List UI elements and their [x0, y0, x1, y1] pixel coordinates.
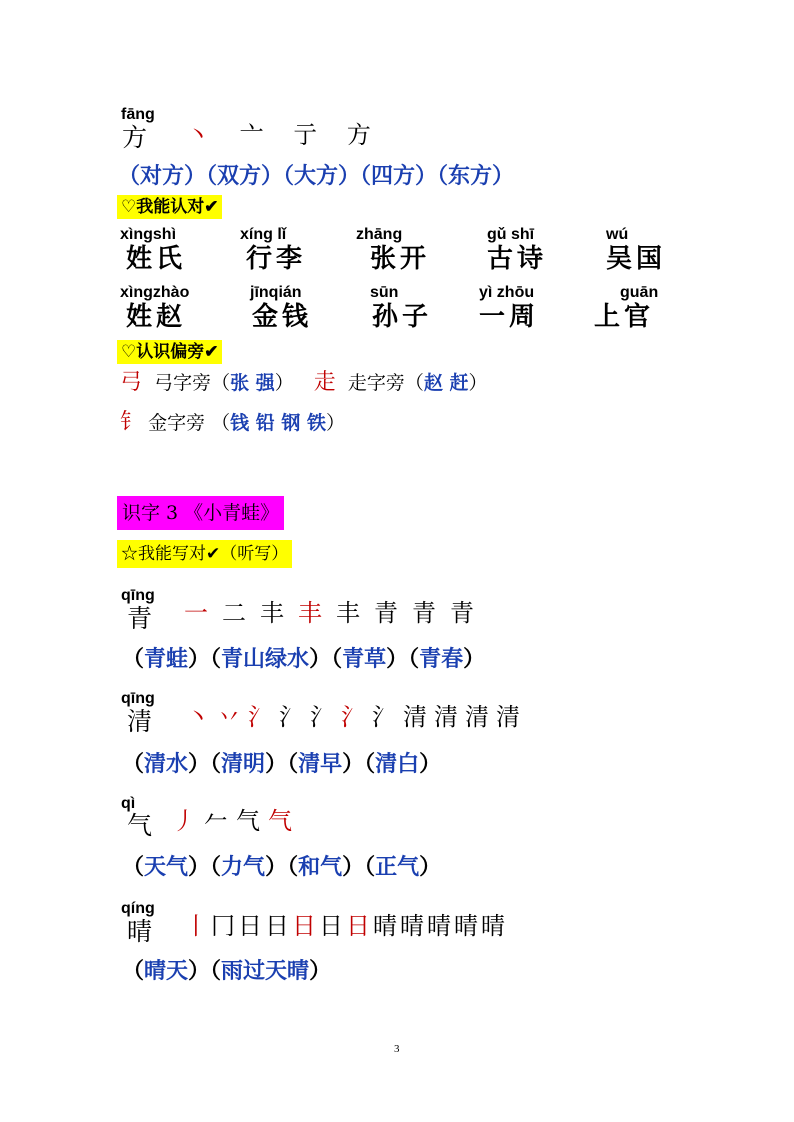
radical-close: ） — [325, 412, 345, 434]
char-fang: 方 — [122, 123, 148, 152]
radical-close: ） — [274, 372, 294, 394]
vocab-pinyin: xìngshì — [120, 226, 177, 243]
stroke-step: 氵 — [248, 703, 279, 731]
stroke-step: 清 — [465, 703, 496, 731]
radical-close: ） — [468, 372, 488, 394]
word: 和气 — [298, 854, 343, 880]
stroke-step: 亠 — [239, 121, 264, 149]
word: 晴天 — [144, 958, 189, 984]
words-qing: （青蛙）（青山绿水）（青草）（青春） — [122, 646, 486, 672]
radical-label: 金字旁 （ — [148, 412, 231, 434]
stroke-step: 晴 — [454, 912, 481, 940]
stroke-step: 青 — [412, 599, 450, 627]
stroke-step: 晴 — [427, 912, 454, 940]
vocab-chars: 姓赵 — [126, 302, 187, 332]
pinyin-fang: fāng — [121, 106, 155, 123]
vocab-pinyin: sūn — [370, 284, 399, 301]
lesson-title: 识字 3 《小青蛙》 — [117, 496, 284, 530]
stroke-step: 方 — [346, 121, 371, 149]
vocab-item — [356, 226, 430, 274]
vocab-pinyin: xìngzhào — [120, 284, 190, 301]
vocab-chars: 张开 — [370, 244, 431, 274]
radical-words: 张 强 — [230, 372, 275, 394]
section-recognize-title: ♡我能认对✔ — [117, 195, 222, 219]
vocab-pinyin: wú — [606, 226, 629, 243]
radical-words: 赵 赶 — [423, 372, 469, 394]
stroke-step: 晴 — [400, 912, 427, 940]
stroke-step: 二 — [222, 599, 260, 627]
vocab-pinyin: zhāng — [356, 226, 403, 243]
vocab-chars: 孙子 — [372, 302, 433, 332]
word: 清水 — [144, 751, 189, 777]
words-qing3: （晴天）（雨过天晴） — [122, 958, 332, 984]
vocab-item — [594, 284, 658, 332]
stroke-step: 丰 — [298, 599, 336, 627]
word: 力气 — [221, 854, 266, 880]
stroke-step: 日 — [319, 912, 346, 940]
section-radical-title: ♡认识偏旁✔ — [117, 340, 222, 364]
vocab-chars: 金钱 — [252, 302, 313, 332]
words-fang: （对方）（双方）（大方）（四方）（东方） — [118, 163, 515, 189]
vocab-pinyin: yì zhōu — [479, 284, 535, 301]
stroke-step: 清 — [496, 703, 527, 731]
word: 青山绿水 — [221, 646, 310, 672]
stroke-step: 清 — [434, 703, 465, 731]
vocab-pinyin: xíng lǐ — [240, 226, 287, 243]
radical-jin: 钅 — [120, 410, 143, 435]
stroke-step: 日 — [265, 912, 292, 940]
word: 雨过天晴 — [221, 958, 310, 984]
stroke-step: 亍 — [293, 121, 318, 149]
word: 正气 — [375, 854, 420, 880]
vocab-item — [240, 226, 306, 274]
page-number: 3 — [394, 1043, 400, 1055]
stroke-step: 清 — [403, 703, 434, 731]
vocab-chars: 吴国 — [606, 244, 667, 274]
stroke-step: 丰 — [260, 599, 298, 627]
vocab-chars: 一周 — [479, 302, 540, 332]
vocab-item — [250, 284, 312, 332]
stroke-step: 𠂉 — [204, 807, 236, 835]
pinyin-qing2: qīng — [121, 690, 155, 707]
stroke-order-qing — [184, 598, 488, 628]
radical-label: 走字旁（ — [347, 372, 424, 394]
char-qi: 气 — [127, 811, 153, 840]
word: 青春 — [419, 646, 464, 672]
stroke-step: 丰 — [336, 599, 374, 627]
stroke-step: 青 — [450, 599, 488, 627]
stroke-order-qing3 — [184, 911, 508, 941]
word: 青草 — [342, 646, 387, 672]
vocab-item — [479, 284, 539, 332]
stroke-step: 晴 — [481, 912, 508, 940]
vocab-item — [487, 226, 547, 274]
stroke-order-qing2 — [186, 702, 527, 732]
stroke-step: 丨 — [184, 912, 211, 940]
word: 清早 — [298, 751, 343, 777]
radical-words: 钱 铅 钢 铁 — [230, 412, 326, 434]
vocab-item — [370, 284, 432, 332]
char-qing2: 清 — [127, 707, 153, 736]
word: 清白 — [375, 751, 420, 777]
word: 青蛙 — [144, 646, 189, 672]
radical-gong: 弓 — [120, 370, 143, 395]
stroke-step: 晴 — [373, 912, 400, 940]
word: 天气 — [144, 854, 189, 880]
char-qing: 青 — [127, 604, 153, 633]
radical-line-2 — [120, 410, 345, 436]
radical-zou: 走 — [313, 370, 336, 395]
char-qing3: 晴 — [127, 917, 153, 946]
stroke-step: 丶 — [186, 121, 210, 149]
stroke-step: 氵 — [279, 703, 310, 731]
vocab-pinyin: jīnqián — [250, 284, 302, 301]
pinyin-qi: qì — [121, 795, 136, 812]
stroke-step: 丶 — [186, 703, 217, 731]
vocab-chars: 上官 — [594, 302, 655, 332]
pinyin-qing3: qíng — [121, 900, 155, 917]
vocab-pinyin: gǔ shī — [487, 226, 535, 243]
vocab-item — [606, 226, 666, 274]
words-qing2: （清水）（清明）（清早）（清白） — [122, 751, 442, 777]
stroke-step: 日 — [292, 912, 319, 940]
write-section-title: ☆我能写对✔（听写） — [117, 540, 292, 568]
stroke-step: 日 — [238, 912, 265, 940]
stroke-step: 丷 — [217, 703, 248, 731]
stroke-step: 冂 — [211, 912, 238, 940]
radical-label: 弓字旁（ — [154, 372, 231, 394]
stroke-step: 青 — [374, 599, 412, 627]
stroke-step: 氵 — [310, 703, 341, 731]
stroke-order-qi — [172, 806, 300, 836]
stroke-step: 气 — [268, 807, 300, 835]
radical-line-1 — [120, 370, 487, 396]
vocab-chars: 古诗 — [487, 244, 548, 274]
word: 清明 — [221, 751, 266, 777]
vocab-pinyin: guān — [620, 284, 659, 301]
vocab-item — [120, 226, 186, 274]
vocab-chars: 行李 — [246, 244, 307, 274]
words-qi: （天气）（力气）（和气）（正气） — [122, 854, 442, 880]
stroke-order-fang — [186, 120, 371, 150]
stroke-step: 氵 — [372, 703, 403, 731]
stroke-step: 氵 — [341, 703, 372, 731]
stroke-step: 气 — [236, 807, 268, 835]
vocab-item — [120, 284, 189, 332]
stroke-step: 一 — [184, 599, 222, 627]
stroke-step: 日 — [346, 912, 373, 940]
vocab-chars: 姓氏 — [126, 244, 187, 274]
pinyin-qing: qīng — [121, 587, 155, 604]
stroke-step: 丿 — [172, 807, 204, 835]
